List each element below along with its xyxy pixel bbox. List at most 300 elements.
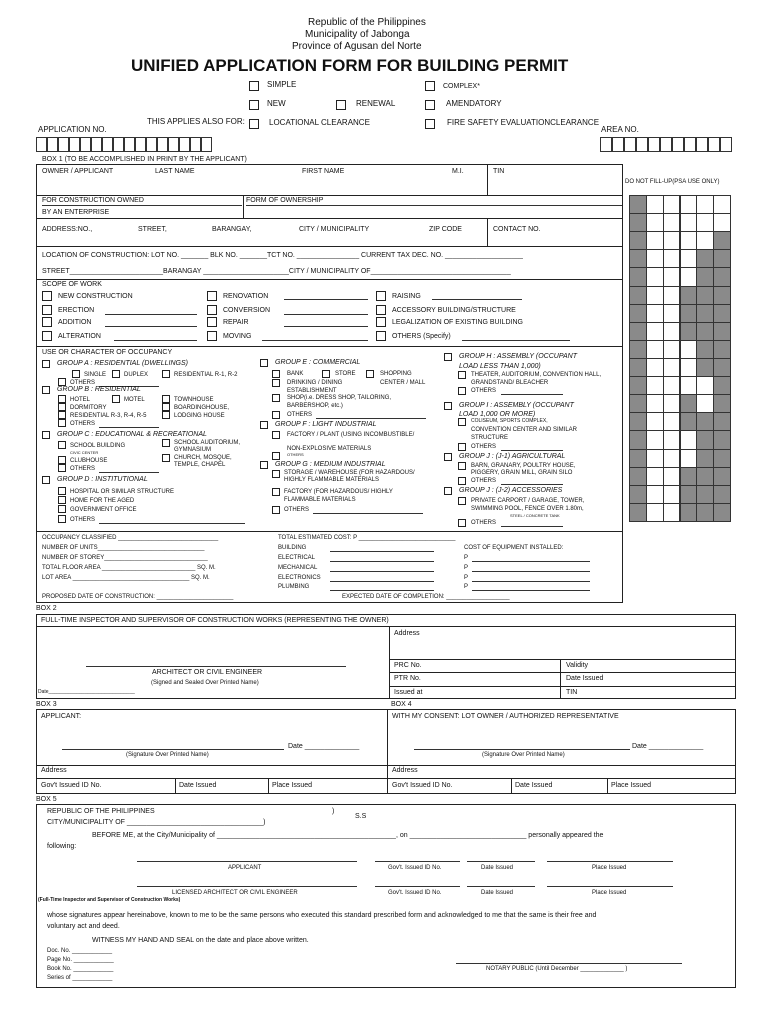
psa-grid-cell <box>646 449 664 468</box>
psa-grid-cell <box>646 322 664 341</box>
psa-grid-cell <box>629 412 647 431</box>
school-label: SCHOOL BUILDING <box>70 443 126 449</box>
psa-grid-cell <box>696 394 714 413</box>
psa-grid-cell <box>663 358 681 377</box>
psa-grid-cell <box>646 467 664 486</box>
architect-label: ARCHITECT OR CIVIL ENGINEER <box>152 669 263 676</box>
erection-label: ERECTION <box>58 307 95 314</box>
load-more-label: LOAD 1,000 OR MORE) <box>459 411 536 418</box>
header-municipality: Municipality of Jabonga <box>305 29 410 40</box>
psa-grid-cell <box>696 231 714 250</box>
psa-grid-cell <box>680 231 698 250</box>
carport-label: PRIVATE CARPORT / GARAGE, TOWER, <box>471 498 585 504</box>
psa-grid-cell <box>646 267 664 286</box>
box4-govt-id-label: Gov't Issued ID No. <box>392 782 453 789</box>
convention-label: CONVENTION CENTER AND SIMILAR <box>471 427 578 433</box>
fire-safety-label: FIRE SAFETY EVALUATIONCLEARANCE <box>447 118 600 127</box>
area-no-digit-box[interactable] <box>600 137 612 152</box>
group-i-others-label: OTHERS <box>471 444 497 450</box>
moving-label: MOVING <box>223 333 252 340</box>
number-storey-line[interactable]: NUMBER OF STOREY_______________________________ <box>42 555 208 561</box>
store-label: STORE <box>335 371 356 377</box>
single-label: SINGLE <box>84 372 107 378</box>
application-no-digit-box[interactable] <box>190 137 201 152</box>
application-no-digit-box[interactable] <box>47 137 58 152</box>
psa-grid-cell <box>713 358 731 377</box>
area-no-digit-box[interactable] <box>672 137 684 152</box>
area-no-digit-box[interactable] <box>660 137 672 152</box>
psa-grid-cell <box>680 430 698 449</box>
application-no-digit-box[interactable] <box>201 137 212 152</box>
establishment-label: ESTABLISHMENT <box>287 388 337 394</box>
hospital-label: HOSPITAL OR SIMILAR STRUCTURE <box>70 489 175 495</box>
lodging-label: LODGING HOUSE <box>174 413 225 419</box>
psa-grid-cell <box>646 394 664 413</box>
renewal-checkbox[interactable] <box>336 100 346 110</box>
header-province: Province of Agusan del Norte <box>292 41 422 52</box>
equipment-p4: P <box>464 584 469 590</box>
fulltime-inspector-label: (Full-Time Inspector and Supervisor of Construction Works) <box>38 897 181 903</box>
applicant-label: APPLICANT: <box>41 713 82 720</box>
group-f-label: GROUP F : LIGHT INDUSTRIAL <box>275 421 377 428</box>
temple-label: TEMPLE, CHAPEL <box>174 462 226 468</box>
building-cost-label: BUILDING <box>278 545 307 551</box>
grandstand-label: GRANDSTAND/ BLEACHER <box>471 380 549 386</box>
psa-grid-cell <box>629 249 647 268</box>
group-b-label: GROUP B : RESIDENTIAL <box>57 386 141 393</box>
box3-label: BOX 3 <box>36 701 57 708</box>
psa-grid-cell <box>629 430 647 449</box>
series-line[interactable]: Series of ____________ <box>47 975 113 981</box>
shopping-label: SHOPPING <box>380 371 412 377</box>
addition-checkbox[interactable] <box>42 317 52 327</box>
box3-date-issued-label: Date Issued <box>179 782 217 789</box>
psa-grid-cell <box>629 286 647 305</box>
construction-owned-label: FOR CONSTRUCTION OWNED <box>42 197 144 204</box>
structure-label: STRUCTURE <box>471 435 508 441</box>
psa-grid-cell <box>680 358 698 377</box>
box5-date-issued-2: Date Issued <box>481 890 514 896</box>
psa-grid-cell <box>696 286 714 305</box>
mi-label: M.I. <box>452 168 464 175</box>
government-office-label: GOVERNMENT OFFICE <box>70 507 137 513</box>
box5-date-issued-1: Date Issued <box>481 865 514 871</box>
psa-grid-cell <box>696 376 714 395</box>
group-d-others-label: OTHERS <box>70 517 96 523</box>
piggery-label: PIGGERY, GRAIN MILL, GRAIN SILO <box>471 470 573 476</box>
legalization-label: LEGALIZATION OF EXISTING BUILDING <box>392 319 523 326</box>
application-no-digit-box[interactable] <box>135 137 146 152</box>
book-no-line[interactable]: Book No. ____________ <box>47 966 114 972</box>
witness-label: WITNESS MY HAND AND SEAL on the date and place above written. <box>92 937 309 944</box>
box3-place-issued-label: Place Issued <box>272 782 313 789</box>
psa-grid-cell <box>663 394 681 413</box>
box3-date-line[interactable]: Date ______________ <box>288 743 360 750</box>
new-checkbox[interactable] <box>249 100 259 110</box>
box2-date-line[interactable]: Date_______________________________ <box>38 689 135 695</box>
raising-checkbox[interactable] <box>376 291 386 301</box>
box3-govt-id-label: Gov't Issued ID No. <box>41 782 102 789</box>
conversion-checkbox[interactable] <box>207 305 217 315</box>
psa-grid-cell <box>696 249 714 268</box>
barbershop-label: BARBERSHOP, etc.) <box>287 403 343 409</box>
f-others-small: OTHERS <box>287 452 304 457</box>
group-g-others-label: OTHERS <box>284 507 310 513</box>
psa-grid-cell <box>713 249 731 268</box>
alteration-checkbox[interactable] <box>42 331 52 341</box>
psa-grid-cell <box>663 503 681 522</box>
locational-label: LOCATIONAL CLEARANCE <box>269 118 370 127</box>
psa-grid-cell <box>680 467 698 486</box>
psa-grid-cell <box>713 213 731 232</box>
duplex-label: DUPLEX <box>124 372 149 378</box>
non-explosive-label: NON-EXPLOSIVE MATERIALS <box>287 446 372 452</box>
gymnasium-label: GYMNASIUM <box>174 447 212 453</box>
psa-grid-cell <box>713 340 731 359</box>
psa-grid-cell <box>629 503 647 522</box>
psa-grid-cell <box>696 267 714 286</box>
group-e-others-label: OTHERS <box>287 412 313 418</box>
psa-grid-cell <box>629 267 647 286</box>
center-mall-label: CENTER / MALL <box>380 380 426 386</box>
highly-flammable-label: HIGHLY FLAMMABLE MATERIALS <box>284 477 380 483</box>
amendatory-label: AMENDATORY <box>446 99 502 108</box>
psa-grid-cell <box>646 195 664 214</box>
motel-label: MOTEL <box>124 397 145 403</box>
use-character-label: USE OR CHARACTER OF OCCUPANCY <box>42 349 173 356</box>
group-d-label: GROUP D : INSTITUTIONAL <box>57 476 148 483</box>
equipment-p1: P <box>464 555 469 561</box>
signed-sealed-label: (Signed and Sealed Over Printed Name) <box>151 680 259 686</box>
group-c-label: GROUP C : EDUCATIONAL & RECREATIONAL <box>57 431 207 438</box>
electrical-cost-label: ELECTRICAL <box>278 555 316 561</box>
factory-hazardous-label: FACTORY (FOR HAZARDOUS/ HIGHLY <box>284 489 393 495</box>
street-label: STREET, <box>138 226 167 233</box>
application-no-digit-box[interactable] <box>113 137 124 152</box>
contact-label: CONTACT NO. <box>493 226 541 233</box>
fire-safety-checkbox[interactable] <box>425 119 435 129</box>
area-no-digit-box[interactable] <box>612 137 624 152</box>
psa-grid-cell <box>663 249 681 268</box>
number-units-line[interactable]: NUMBER OF UNITS________________________________ <box>42 545 205 551</box>
box3-address-label: Address <box>41 767 67 774</box>
group-c-others-label: OTHERS <box>70 466 96 472</box>
box4-date-line[interactable]: Date ______________ <box>632 743 704 750</box>
psa-grid-cell <box>696 485 714 504</box>
new-construction-checkbox[interactable] <box>42 291 52 301</box>
amendatory-checkbox[interactable] <box>425 100 435 110</box>
others-specify-label: OTHERS (Specify) <box>392 333 451 340</box>
psa-grid-cell <box>680 195 698 214</box>
psa-grid-cell <box>696 213 714 232</box>
psa-grid-cell <box>713 485 731 504</box>
zip-label: ZIP CODE <box>429 226 462 233</box>
group-j2-label: GROUP J : (J-2) ACCESSORIES <box>459 487 563 494</box>
group-e-label: GROUP E : COMMERCIAL <box>275 359 361 366</box>
load-less-label: LOAD LESS THAN 1,000) <box>459 363 541 370</box>
box5-applicant-label: APPLICANT <box>228 865 262 871</box>
city-municipality-line[interactable]: CITY/MUNICIPALITY OF ___________________________________) <box>47 819 266 826</box>
group-h-others-label: OTHERS <box>471 388 497 394</box>
psa-grid-cell <box>680 267 698 286</box>
simple-label: SIMPLE <box>267 80 297 89</box>
psa-grid-cell <box>696 430 714 449</box>
psa-grid-cell <box>629 467 647 486</box>
psa-grid-cell <box>663 449 681 468</box>
application-no-digit-box[interactable] <box>179 137 190 152</box>
application-no-digit-box[interactable] <box>102 137 113 152</box>
psa-use-label: DO NOT FILL-UP(PSA USE ONLY) <box>625 179 720 185</box>
simple-checkbox[interactable] <box>249 81 259 91</box>
psa-grid-cell <box>696 358 714 377</box>
psa-grid-cell <box>629 449 647 468</box>
floor-area-line[interactable]: TOTAL FLOOR AREA ____________________________ SQ. M. <box>42 565 216 571</box>
storage-label: STORAGE / WAREHOUSE (FOR HAZARDOUS/ <box>284 470 415 476</box>
whose-signatures-line1: whose signatures appear hereinabove, known to me to be the same persons who executed this standard prescribed form and acknowledged to me that the same is their free and <box>47 912 597 919</box>
group-b-others-label: OTHERS <box>70 421 96 427</box>
psa-grid-cell <box>713 430 731 449</box>
drinking-label: DRINKING / DINING <box>287 380 343 386</box>
psa-grid-cell <box>629 213 647 232</box>
psa-grid-cell <box>663 485 681 504</box>
issued-at-label: Issued at <box>394 689 423 696</box>
area-no-label: AREA NO. <box>601 125 639 134</box>
psa-grid-cell <box>680 376 698 395</box>
application-no-digit-box[interactable] <box>69 137 80 152</box>
psa-grid-cell <box>646 358 664 377</box>
box4-label: BOX 4 <box>391 701 412 708</box>
application-no-digit-box[interactable] <box>168 137 179 152</box>
area-no-digit-box[interactable] <box>708 137 720 152</box>
expected-date-line[interactable]: EXPECTED DATE OF COMPLETION: ___________________ <box>342 594 510 600</box>
group-a-label: GROUP A : RESIDENTIAL (DWELLINGS) <box>57 360 188 367</box>
psa-grid-cell <box>646 376 664 395</box>
psa-grid-cell <box>713 322 731 341</box>
cost-equipment-label: COST OF EQUIPMENT INSTALLED: <box>464 545 564 551</box>
box5-govt-id-1: Gov't. Issued ID No. <box>388 865 442 871</box>
psa-grid-cell <box>713 394 731 413</box>
psa-grid-cell <box>629 394 647 413</box>
home-aged-label: HOME FOR THE AGED <box>70 498 135 504</box>
box4-signature-label: (Signature Over Printed Name) <box>482 752 565 758</box>
group-g-label: GROUP G : MEDIUM INDUSTRIAL <box>275 461 386 468</box>
barn-label: BARN, GRANARY, POULTRY HOUSE, <box>471 463 576 469</box>
psa-grid-cell <box>713 467 731 486</box>
legalization-checkbox[interactable] <box>376 317 386 327</box>
psa-grid-cell <box>663 430 681 449</box>
paren-label: ) <box>332 808 335 815</box>
application-no-digit-box[interactable] <box>124 137 135 152</box>
psa-grid-cell <box>696 195 714 214</box>
header-republic: Republic of the Philippines <box>308 17 426 28</box>
church-label: CHURCH, MOSQUE, <box>174 455 232 461</box>
estimated-cost-line[interactable]: TOTAL ESTIMATED COST: P _____________________________ <box>278 535 456 541</box>
enterprise-label: BY AN ENTERPRISE <box>42 209 110 216</box>
area-no-digit-box[interactable] <box>648 137 660 152</box>
flammable-materials-label: FLAMMABLE MATERIALS <box>284 497 356 503</box>
repair-checkbox[interactable] <box>207 317 217 327</box>
group-h-label: GROUP H : ASSEMBLY (OCCUPANT <box>459 353 577 360</box>
accessory-checkbox[interactable] <box>376 305 386 315</box>
psa-grid-cell <box>680 394 698 413</box>
theater-label: THEATER, AUDITORIUM, CONVENTION HALL, <box>471 372 602 378</box>
doc-no-line[interactable]: Doc. No. ____________ <box>47 948 113 954</box>
psa-grid-cell <box>629 304 647 323</box>
tin-label: TIN <box>493 168 505 175</box>
before-me-line[interactable]: BEFORE ME, at the City/Municipality of ______________________________________________, on ______________________________ personally appeared the <box>92 832 604 839</box>
form-title: UNIFIED APPLICATION FORM FOR BUILDING PERMIT <box>131 56 569 75</box>
psa-grid-cell <box>680 213 698 232</box>
box5-label: BOX 5 <box>36 796 57 803</box>
psa-grid-cell <box>629 358 647 377</box>
psa-grid-cell <box>646 340 664 359</box>
box2-tin-label: TIN <box>566 689 578 696</box>
licensed-architect-label: LICENSED ARCHITECT OR CIVIL ENGINEER <box>172 890 298 896</box>
application-no-digit-box[interactable] <box>58 137 69 152</box>
psa-grid-cell <box>713 286 731 305</box>
bank-label: BANK <box>287 371 304 377</box>
psa-grid-cell <box>629 340 647 359</box>
psa-grid-cell <box>713 376 731 395</box>
psa-grid-cell <box>680 503 698 522</box>
area-no-digit-box[interactable] <box>624 137 636 152</box>
ss-label: S.S <box>355 813 367 820</box>
school-auditorium-label: SCHOOL AUDITORIUM, <box>174 440 241 446</box>
renovation-checkbox[interactable] <box>207 291 217 301</box>
validity-label: Validity <box>566 662 589 669</box>
proposed-date-line[interactable]: PROPOSED DATE OF CONSTRUCTION: _______________________ <box>42 594 234 600</box>
area-no-digit-box[interactable] <box>720 137 732 152</box>
psa-grid-cell <box>663 267 681 286</box>
psa-grid-cell <box>713 267 731 286</box>
group-a-others-label: OTHERS <box>70 380 96 386</box>
psa-grid-cell <box>629 231 647 250</box>
psa-grid-cell <box>696 304 714 323</box>
psa-grid-cell <box>629 485 647 504</box>
psa-grid-cell <box>646 412 664 431</box>
psa-grid-cell <box>663 412 681 431</box>
psa-grid-cell <box>680 449 698 468</box>
psa-grid-cell <box>663 213 681 232</box>
erection-checkbox[interactable] <box>42 305 52 315</box>
factory-incombustible-label: FACTORY / PLANT (USING INCOMBUSTIBLE/ <box>287 432 415 438</box>
application-no-digit-box[interactable] <box>80 137 91 152</box>
psa-grid-cell <box>629 376 647 395</box>
republic-label: REPUBLIC OF THE PHILIPPINES <box>47 808 155 815</box>
complex-label: COMPLEX* <box>443 83 480 90</box>
swimming-pool-label: SWIMMING POOL, FENCE OVER 1.80m, <box>471 506 584 512</box>
application-no-digit-box[interactable] <box>146 137 157 152</box>
renewal-label: RENEWAL <box>356 99 396 108</box>
address-label: ADDRESS:NO., <box>42 226 93 233</box>
first-name-label: FIRST NAME <box>302 168 345 175</box>
complex-checkbox[interactable] <box>425 81 435 91</box>
city-label: CITY / MUNICIPALITY <box>299 226 370 233</box>
psa-grid-cell <box>646 249 664 268</box>
coliseum-label: COLISEUM, SPORTS COMPLEX, <box>471 418 548 424</box>
psa-grid-cell <box>646 231 664 250</box>
application-no-label: APPLICATION NO. <box>38 125 107 134</box>
psa-grid-cell <box>646 213 664 232</box>
area-no-digit-box[interactable] <box>684 137 696 152</box>
box3-signature-label: (Signature Over Printed Name) <box>126 752 209 758</box>
psa-grid-cell <box>713 304 731 323</box>
whose-signatures-line2: voluntary act and deed. <box>47 923 120 930</box>
group-j1-label: GROUP J : (J-1) AGRICULTURAL <box>459 453 566 460</box>
area-no-digit-box[interactable] <box>696 137 708 152</box>
psa-grid-cell <box>680 304 698 323</box>
psa-grid-cell <box>696 467 714 486</box>
psa-use-grid <box>629 195 730 521</box>
addition-label: ADDITION <box>58 319 92 326</box>
box2-date-issued-label: Date Issued <box>566 675 604 682</box>
box5-place-issued-1: Place Issued <box>592 865 627 871</box>
psa-grid-cell <box>680 340 698 359</box>
box4-date-issued-label: Date Issued <box>515 782 553 789</box>
area-no-digit-box[interactable] <box>636 137 648 152</box>
application-no-digit-box[interactable] <box>157 137 168 152</box>
box4-place-issued-label: Place Issued <box>611 782 652 789</box>
scope-of-work-label: SCOPE OF WORK <box>42 281 102 288</box>
psa-grid-cell <box>696 412 714 431</box>
new-label: NEW <box>267 99 286 108</box>
moving-checkbox[interactable] <box>207 331 217 341</box>
dormitory-label: DORMITORY <box>70 405 107 411</box>
equipment-p2: P <box>464 565 469 571</box>
occupancy-classified-line[interactable]: OCCUPANCY CLASSIFIED ______________________________ <box>42 535 219 541</box>
following-label: following: <box>47 843 77 850</box>
boarding-label: BOARDINGHOUSE, <box>174 405 230 411</box>
lot-area-line[interactable]: LOT AREA ___________________________________ SQ. M. <box>42 575 210 581</box>
box2-label: BOX 2 <box>36 605 57 612</box>
psa-grid-cell <box>663 231 681 250</box>
psa-grid-cell <box>663 467 681 486</box>
psa-grid-cell <box>663 376 681 395</box>
residential-r1-label: RESIDENTIAL R-1, R-2 <box>174 372 238 378</box>
psa-grid-cell <box>663 322 681 341</box>
equipment-p3: P <box>464 575 469 581</box>
psa-grid-cell <box>713 195 731 214</box>
street-line[interactable]: STREET________________________BARANGAY ______________________CITY / MUNICIPALITY OF____________________________________ <box>42 268 511 275</box>
psa-grid-cell <box>713 412 731 431</box>
psa-grid-cell <box>629 195 647 214</box>
last-name-label: LAST NAME <box>155 168 195 175</box>
owner-label: OWNER / APPLICANT <box>42 168 114 175</box>
others-specify-checkbox[interactable] <box>376 331 386 341</box>
psa-grid-cell <box>663 304 681 323</box>
psa-grid-cell <box>663 195 681 214</box>
box1-title: BOX 1 (TO BE ACCOMPLISHED IN PRINT BY THE APPLICANT) <box>42 156 247 163</box>
mechanical-cost-label: MECHANICAL <box>278 565 318 571</box>
psa-grid-cell <box>646 304 664 323</box>
page-no-line[interactable]: Page No. ____________ <box>47 957 114 963</box>
townhouse-label: TOWNHOUSE <box>174 397 214 403</box>
accessory-label: ACCESSORY BUILDING/STRUCTURE <box>392 307 516 314</box>
psa-grid-cell <box>696 503 714 522</box>
psa-grid-cell <box>713 503 731 522</box>
psa-grid-cell <box>680 322 698 341</box>
repair-label: REPAIR <box>223 319 249 326</box>
locational-checkbox[interactable] <box>249 119 259 129</box>
application-no-digit-box[interactable] <box>36 137 47 152</box>
application-no-digit-box[interactable] <box>91 137 102 152</box>
prc-label: PRC No. <box>394 662 422 669</box>
location-line[interactable]: LOCATION OF CONSTRUCTION: LOT NO. _______ BLK NO. _______TCT NO. ________________ CURRENT TAX DEC. NO. ____________________ <box>42 252 523 259</box>
residential-r3-label: RESIDENTIAL R-3, R-4, R-5 <box>70 413 147 419</box>
steel-tank-label: STEEL / CONCRETE TANK <box>510 513 560 518</box>
renovation-label: RENOVATION <box>223 293 269 300</box>
clubhouse-label: CLUBHOUSE <box>70 458 108 464</box>
